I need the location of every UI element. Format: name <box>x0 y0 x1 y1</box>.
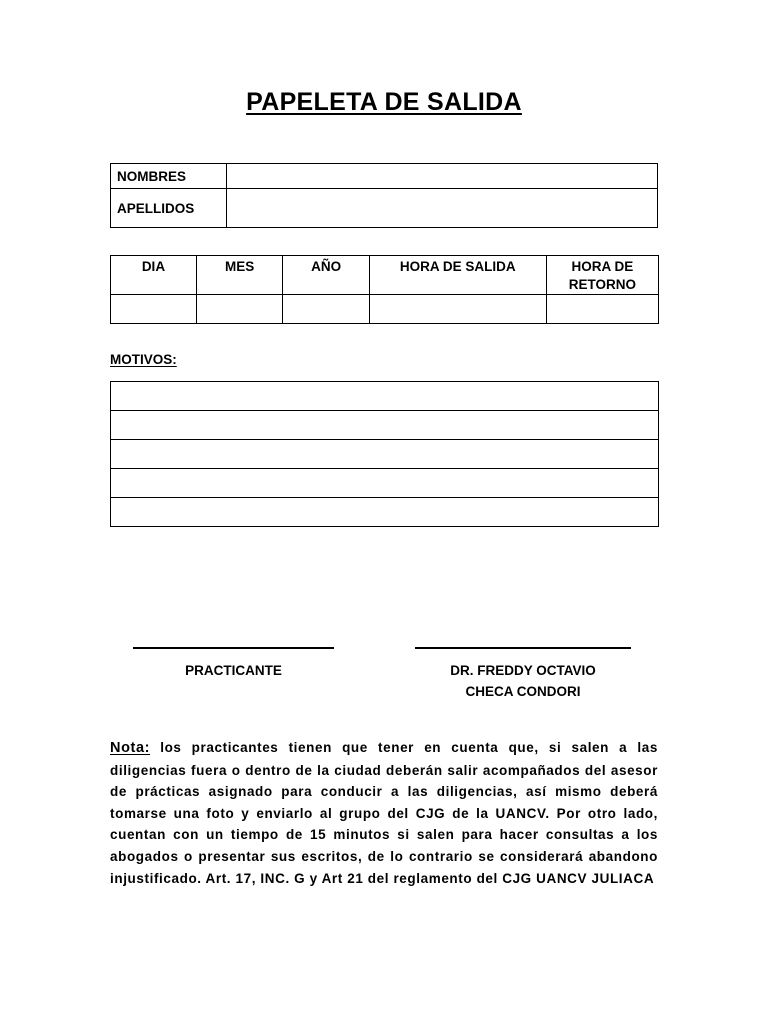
date-value-row <box>111 295 659 324</box>
hora-retorno-field[interactable] <box>546 295 658 324</box>
practicante-label: PRACTICANTE <box>185 663 282 678</box>
motivo-field[interactable] <box>111 411 659 440</box>
supervisor-signature-line <box>415 647 631 649</box>
mes-field[interactable] <box>196 295 282 324</box>
hora-salida-header: HORA DE SALIDA <box>369 256 546 295</box>
anio-field[interactable] <box>283 295 370 324</box>
page-title: PAPELETA DE SALIDA <box>246 88 522 116</box>
hora-retorno-header: HORA DE RETORNO <box>546 256 658 295</box>
dia-field[interactable] <box>111 295 197 324</box>
motivo-row <box>111 411 659 440</box>
date-time-table <box>110 255 659 324</box>
nombres-label: NOMBRES <box>111 164 227 189</box>
nombres-row <box>111 164 658 189</box>
motivo-field[interactable] <box>111 440 659 469</box>
supervisor-name-line2: CHECA CONDORI <box>465 684 581 699</box>
motivo-row <box>111 469 659 498</box>
apellidos-label-cell <box>111 189 227 228</box>
nombres-field[interactable] <box>227 164 658 189</box>
note-text: los practicantes tienen que tener en cuenta que, si salen a las diligencias fuera o dentro de la ciudad deberán salir acompañados del asesor de prácticas asignado para conducir a las diligencias, así mismo deberá tomarse una foto y enviarlo al grupo del CJG de la UANCV. Por otro lado, cuentan con un tiempo de 15 minutos si salen para hacer consultas a los abogados o presentar sus escritos, de lo contrario se considerará abandono injustificado. Art. 17, INC. G y Art 21 del reglamento del CJG UANCV JULIACA <box>110 740 658 886</box>
note-paragraph <box>110 737 658 889</box>
dia-header: DIA <box>111 256 197 295</box>
motivos-table <box>110 381 659 527</box>
personal-info-table <box>110 163 658 228</box>
hora-salida-field[interactable] <box>369 295 546 324</box>
motivos-label: MOTIVOS: <box>110 352 177 367</box>
apellidos-label: APELLIDOS <box>117 200 195 216</box>
motivo-row <box>111 498 659 527</box>
mes-header: MES <box>196 256 282 295</box>
apellidos-row <box>111 189 658 228</box>
motivo-field[interactable] <box>111 469 659 498</box>
motivo-field[interactable] <box>111 382 659 411</box>
motivo-field[interactable] <box>111 498 659 527</box>
note-label: Nota: <box>110 740 151 756</box>
motivo-row <box>111 382 659 411</box>
motivo-row <box>111 440 659 469</box>
anio-header: AÑO <box>283 256 370 295</box>
date-header-row <box>111 256 659 295</box>
practicante-signature-line <box>133 647 334 649</box>
supervisor-name-line1: DR. FREDDY OCTAVIO <box>450 663 596 678</box>
supervisor-name <box>408 660 638 702</box>
apellidos-field[interactable] <box>227 189 658 228</box>
